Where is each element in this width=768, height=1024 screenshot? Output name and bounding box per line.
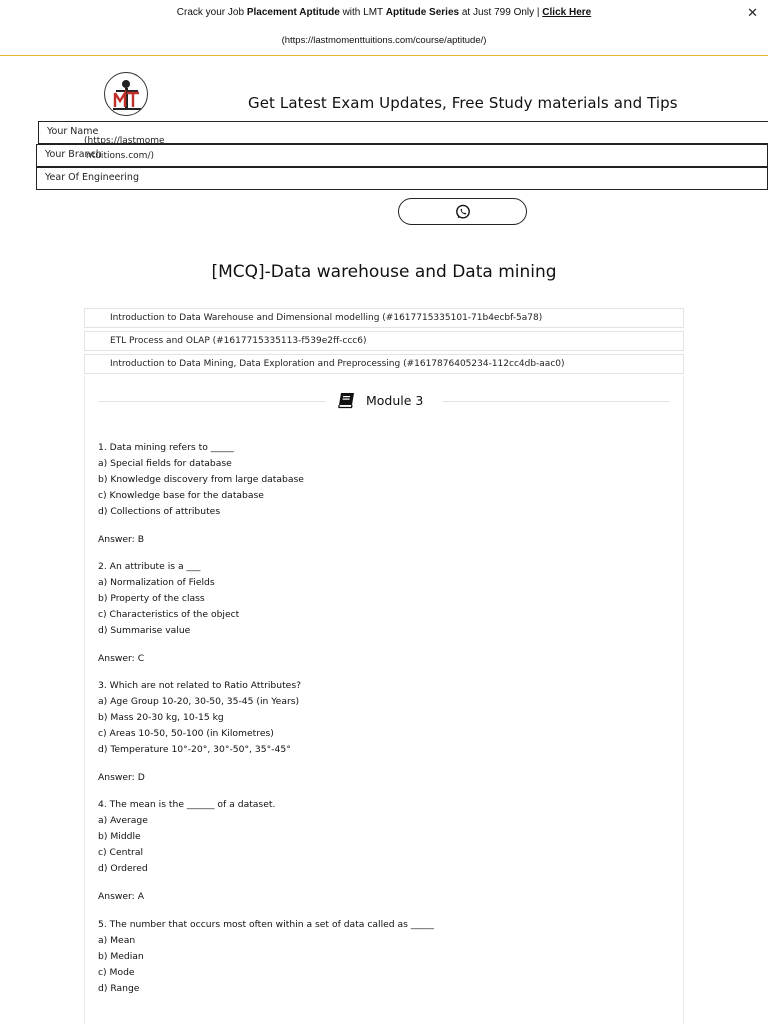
- book-icon: [338, 392, 356, 409]
- header-title: Get Latest Exam Updates, Free Study materials and Tips: [248, 94, 678, 112]
- click-here-link[interactable]: Click Here: [542, 7, 592, 18]
- option: c) Central: [98, 847, 144, 858]
- question-text: 2. An attribute is a ___: [98, 561, 201, 572]
- option: c) Characteristics of the object: [98, 609, 240, 620]
- tab-etl-olap[interactable]: [84, 331, 684, 351]
- question-1: [98, 440, 304, 548]
- your-name-label: Your Name: [47, 126, 99, 137]
- option: c) Areas 10-50, 50-100 (in Kilometres): [98, 728, 274, 739]
- answer-text: Answer: C: [98, 653, 145, 664]
- tab-data-mining-preprocessing[interactable]: [84, 354, 684, 374]
- option: d) Collections of attributes: [98, 506, 221, 517]
- promo-bold-placement: Placement Aptitude: [246, 7, 340, 18]
- option: a) Age Group 10-20, 30-50, 35-45 (in Years): [98, 696, 300, 707]
- tab-dw-dimensional-modelling[interactable]: [84, 308, 684, 328]
- whatsapp-button[interactable]: [398, 198, 527, 225]
- promo-text: [0, 7, 768, 18]
- tab-label: ETL Process and OLAP (#1617715335113-f539e2ff-ccc6): [110, 336, 367, 346]
- page-title: [MCQ]-Data warehouse and Data mining: [211, 262, 557, 282]
- option: a) Mean: [98, 935, 136, 946]
- your-branch-label: Your Branch: [45, 149, 102, 160]
- divider-right: [443, 401, 670, 402]
- option: d) Ordered: [98, 863, 148, 874]
- module-title: Module 3: [366, 393, 424, 408]
- question-text: 4. The mean is the ______ of a dataset.: [98, 799, 276, 810]
- logo-mark-icon: [105, 73, 148, 116]
- answer-text: Answer: A: [98, 891, 144, 902]
- question-5: [98, 917, 434, 997]
- option: b) Knowledge discovery from large database: [98, 474, 304, 485]
- promo-prefix: Crack your Job: [176, 7, 247, 18]
- option: b) Median: [98, 951, 144, 962]
- question-4: [98, 797, 275, 905]
- tab-label: Introduction to Data Warehouse and Dimensional modelling (#1617715335101-71b4ecbf-5a78): [110, 313, 543, 323]
- promo-banner: [0, 0, 768, 56]
- option: b) Property of the class: [98, 593, 205, 604]
- promo-mid: with LMT: [339, 7, 386, 18]
- logo-url-text-1: (https://lastmome: [84, 136, 165, 146]
- option: a) Special fields for database: [98, 458, 232, 469]
- answer-text: Answer: D: [98, 772, 145, 783]
- tab-label: Introduction to Data Mining, Data Exploration and Preprocessing (#1617876405234-112cc4db-aac0): [110, 359, 565, 369]
- whatsapp-icon: [455, 204, 471, 220]
- option: c) Knowledge base for the database: [98, 490, 264, 501]
- option: b) Middle: [98, 831, 141, 842]
- option: a) Normalization of Fields: [98, 577, 215, 588]
- question-2: [98, 559, 239, 667]
- option: d) Temperature 10°-20°, 30°-50°, 35°-45°: [98, 744, 291, 755]
- option: d) Summarise value: [98, 625, 191, 636]
- answer-text: Answer: B: [98, 534, 144, 545]
- option: a) Average: [98, 815, 148, 826]
- logo-url-text-2: ntuitions.com/): [86, 151, 154, 161]
- option: c) Mode: [98, 967, 135, 978]
- question-text: 5. The number that occurs most often within a set of data called as _____: [98, 919, 434, 930]
- option: b) Mass 20-30 kg, 10-15 kg: [98, 712, 224, 723]
- site-logo[interactable]: [104, 72, 148, 116]
- close-icon[interactable]: ✕: [747, 6, 758, 21]
- promo-url[interactable]: (https://lastmomenttuitions.com/course/aptitude/): [281, 35, 487, 46]
- question-text: 3. Which are not related to Ratio Attributes?: [98, 680, 301, 691]
- promo-suffix: at Just 799 Only |: [459, 7, 543, 18]
- promo-bold-series: Aptitude Series: [385, 7, 460, 18]
- option: d) Range: [98, 983, 140, 994]
- question-text: 1. Data mining refers to _____: [98, 442, 234, 453]
- year-of-engineering-field[interactable]: [36, 167, 768, 190]
- question-3: [98, 678, 301, 786]
- year-of-engineering-label: Year Of Engineering: [45, 172, 139, 183]
- divider-left: [98, 401, 326, 402]
